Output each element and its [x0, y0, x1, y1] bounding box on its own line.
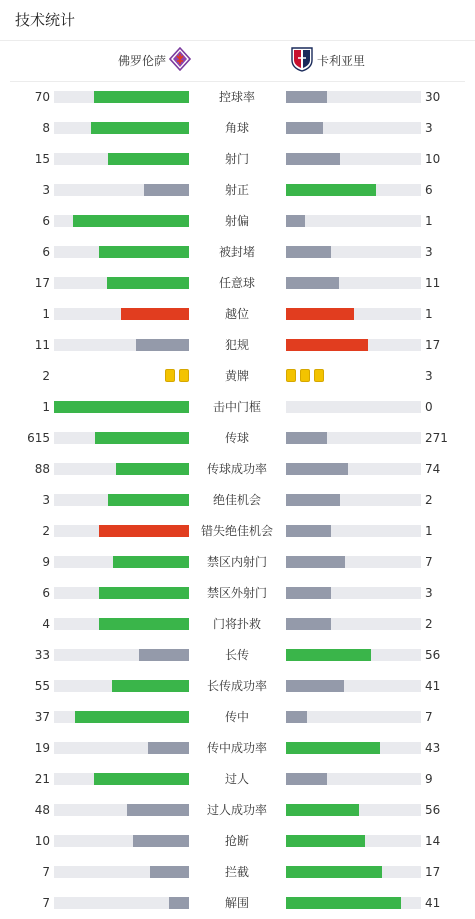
away-stat-bar-fill [286, 680, 344, 692]
away-stat-value: 6 [425, 183, 433, 197]
home-stat-bar [54, 308, 189, 320]
home-stat-value: 37 [34, 710, 50, 724]
away-stat-bar [286, 184, 421, 196]
stat-label: 黄牌 [224, 369, 249, 383]
away-stat-bar [286, 339, 421, 351]
home-stat-bar-fill [54, 401, 189, 413]
home-stat-bar [54, 618, 189, 630]
away-stat-value: 11 [425, 276, 441, 290]
stat-label: 射门 [224, 152, 249, 166]
away-stat-value: 271 [425, 431, 448, 445]
home-stat-bar [54, 122, 189, 134]
home-stat-bar [54, 835, 189, 847]
home-stat-bar [54, 246, 189, 258]
home-stat-bar-fill [139, 649, 189, 661]
yellow-card-icon [165, 369, 175, 382]
stat-label: 长传成功率 [206, 679, 267, 693]
stat-row [0, 738, 475, 758]
stat-label: 射正 [224, 183, 249, 197]
away-stat-value: 7 [425, 710, 433, 724]
stat-label: 禁区内射门 [206, 555, 267, 569]
away-stat-bar-fill [286, 308, 354, 320]
home-stat-bar-fill [75, 711, 189, 723]
away-stat-value: 1 [425, 524, 433, 538]
away-stat-bar [286, 742, 421, 754]
away-stat-bar [286, 773, 421, 785]
home-stat-bar [54, 649, 189, 661]
stat-row [0, 552, 475, 572]
home-team-name: 佛罗伦萨 [117, 54, 166, 68]
stat-row [0, 707, 475, 727]
home-stat-bar-fill [169, 897, 189, 909]
stat-label: 传球 [224, 431, 249, 445]
stat-label: 门将扑救 [212, 617, 261, 631]
home-stat-bar [54, 91, 189, 103]
home-stat-value: 6 [42, 214, 50, 228]
stat-row [0, 831, 475, 851]
home-stat-value: 21 [34, 772, 50, 786]
stat-label: 解围 [224, 896, 249, 910]
stat-row [0, 273, 475, 293]
away-stat-value: 14 [425, 834, 441, 848]
stat-row [0, 459, 475, 479]
away-stat-bar-fill [286, 91, 327, 103]
stat-label: 绝佳机会 [212, 493, 261, 507]
away-stat-bar-fill [286, 339, 368, 351]
away-stat-bar [286, 401, 421, 413]
home-stat-bar-fill [150, 866, 189, 878]
stat-label: 被封堵 [218, 245, 255, 259]
cagliari-logo [290, 46, 314, 76]
stat-label: 控球率 [218, 90, 255, 104]
away-stat-bar-fill [286, 866, 382, 878]
stat-row [0, 180, 475, 200]
home-stat-bar [54, 773, 189, 785]
away-stat-bar-fill [286, 897, 401, 909]
home-stat-bar-fill [94, 91, 189, 103]
away-yellow-cards [286, 369, 324, 383]
home-stat-bar-fill [108, 153, 189, 165]
stat-row [0, 304, 475, 324]
away-stat-value: 56 [425, 803, 441, 817]
away-stat-bar-fill [286, 711, 307, 723]
home-stat-value: 615 [27, 431, 50, 445]
away-stat-bar [286, 649, 421, 661]
stat-row [0, 645, 475, 665]
away-stat-value: 43 [425, 741, 441, 755]
stat-row [0, 893, 475, 913]
header-divider [10, 81, 465, 82]
home-stat-bar [54, 494, 189, 506]
away-stat-bar-fill [286, 432, 327, 444]
away-stat-value: 74 [425, 462, 441, 476]
home-stat-bar-fill [91, 122, 189, 134]
away-stat-value: 9 [425, 772, 433, 786]
away-stat-value: 1 [425, 214, 433, 228]
home-stat-bar [54, 680, 189, 692]
stat-row [0, 242, 475, 262]
stat-label: 抢断 [224, 834, 249, 848]
home-stat-bar [54, 866, 189, 878]
home-stat-bar-fill [112, 680, 189, 692]
home-stat-value: 2 [42, 369, 50, 383]
home-stat-bar-fill [99, 618, 189, 630]
stat-row [0, 118, 475, 138]
away-stat-value: 41 [425, 679, 441, 693]
home-stat-value: 3 [42, 493, 50, 507]
away-stat-bar [286, 587, 421, 599]
away-stat-bar [286, 835, 421, 847]
home-stat-bar [54, 215, 189, 227]
home-stat-value: 11 [34, 338, 50, 352]
title-divider [0, 40, 475, 41]
home-stat-value: 55 [34, 679, 50, 693]
home-stat-value: 9 [42, 555, 50, 569]
away-stat-bar-fill [286, 215, 305, 227]
stat-label: 角球 [224, 121, 249, 135]
home-stat-bar [54, 277, 189, 289]
away-stat-bar-fill [286, 742, 380, 754]
home-stat-bar-fill [94, 773, 189, 785]
stat-row [0, 490, 475, 510]
away-stat-bar [286, 277, 421, 289]
home-stat-bar-fill [133, 835, 189, 847]
home-stat-bar-fill [148, 742, 189, 754]
stat-row [0, 800, 475, 820]
stat-row [0, 676, 475, 696]
away-stat-value: 56 [425, 648, 441, 662]
away-stat-bar-fill [286, 277, 339, 289]
away-stat-bar [286, 556, 421, 568]
home-stat-bar [54, 804, 189, 816]
yellow-card-icon [314, 369, 324, 382]
stat-label: 任意球 [218, 276, 255, 290]
away-stat-bar-fill [286, 184, 376, 196]
away-stat-bar [286, 122, 421, 134]
home-stat-value: 19 [34, 741, 50, 755]
away-stat-bar [286, 711, 421, 723]
away-stat-bar-fill [286, 463, 348, 475]
home-stat-value: 2 [42, 524, 50, 538]
home-stat-bar-fill [116, 463, 189, 475]
home-stat-bar-fill [107, 277, 189, 289]
home-stat-bar [54, 556, 189, 568]
home-stat-value: 33 [34, 648, 50, 662]
home-stat-value: 8 [42, 121, 50, 135]
away-stat-bar [286, 153, 421, 165]
away-stat-bar-fill [286, 587, 331, 599]
home-stat-value: 1 [42, 307, 50, 321]
stat-label: 过人 [224, 772, 249, 786]
away-stat-value: 2 [425, 617, 433, 631]
away-stat-value: 0 [425, 400, 433, 414]
home-stat-bar-fill [136, 339, 189, 351]
away-stat-bar-fill [286, 494, 340, 506]
away-stat-value: 7 [425, 555, 433, 569]
stat-row [0, 149, 475, 169]
home-stat-bar [54, 897, 189, 909]
home-stat-bar-fill [108, 494, 189, 506]
home-stat-bar-fill [99, 525, 189, 537]
home-stat-bar-fill [144, 184, 189, 196]
fiorentina-logo [169, 47, 191, 75]
home-stat-value: 70 [34, 90, 50, 104]
home-stat-bar [54, 184, 189, 196]
away-stat-bar [286, 897, 421, 909]
away-stat-bar-fill [286, 835, 365, 847]
away-stat-bar-fill [286, 525, 331, 537]
stat-row [0, 397, 475, 417]
away-stat-value: 3 [425, 121, 433, 135]
away-stat-bar [286, 680, 421, 692]
stat-label: 拦截 [224, 865, 249, 879]
stat-label: 传中成功率 [206, 741, 267, 755]
stat-label: 越位 [224, 307, 249, 321]
away-stat-bar [286, 618, 421, 630]
home-stat-value: 1 [42, 400, 50, 414]
home-stat-value: 3 [42, 183, 50, 197]
home-stat-bar-fill [113, 556, 189, 568]
away-stat-bar [286, 866, 421, 878]
home-stat-value: 48 [34, 803, 50, 817]
away-stat-bar-fill [286, 122, 323, 134]
stat-row [0, 583, 475, 603]
home-stat-value: 6 [42, 245, 50, 259]
stat-row [0, 211, 475, 231]
stat-row [0, 335, 475, 355]
stat-label: 传球成功率 [206, 462, 267, 476]
home-stat-bar-fill [121, 308, 189, 320]
home-stat-value: 4 [42, 617, 50, 631]
away-stat-bar-fill [286, 618, 331, 630]
away-stat-value: 3 [425, 245, 433, 259]
home-stat-value: 6 [42, 586, 50, 600]
stat-label: 击中门框 [212, 400, 261, 414]
home-stat-bar [54, 339, 189, 351]
away-stat-bar-fill [286, 649, 371, 661]
away-stat-value: 30 [425, 90, 441, 104]
home-stat-value: 17 [34, 276, 50, 290]
away-stat-value: 3 [425, 586, 433, 600]
stat-row [0, 428, 475, 448]
home-stat-bar-fill [127, 804, 189, 816]
yellow-card-icon [286, 369, 296, 382]
home-stat-bar [54, 153, 189, 165]
home-stat-value: 7 [42, 896, 50, 910]
home-stat-bar-fill [95, 432, 189, 444]
stat-label: 传中 [224, 710, 249, 724]
away-stat-bar [286, 432, 421, 444]
home-stat-bar [54, 742, 189, 754]
home-stat-value: 10 [34, 834, 50, 848]
away-stat-bar-fill [286, 246, 331, 258]
away-stat-bar [286, 246, 421, 258]
home-stat-bar [54, 711, 189, 723]
yellow-card-icon [300, 369, 310, 382]
away-stat-bar [286, 215, 421, 227]
home-stat-bar [54, 463, 189, 475]
stat-label: 长传 [224, 648, 249, 662]
away-stat-value: 41 [425, 896, 441, 910]
away-stat-bar [286, 463, 421, 475]
away-stat-value: 3 [425, 369, 433, 383]
stat-label: 犯规 [224, 338, 249, 352]
stat-label: 错失绝佳机会 [200, 524, 273, 538]
home-stat-bar [54, 432, 189, 444]
away-stat-bar [286, 308, 421, 320]
away-team-header [290, 46, 475, 76]
home-yellow-cards [165, 369, 189, 383]
away-stat-value: 10 [425, 152, 441, 166]
home-stat-value: 7 [42, 865, 50, 879]
away-stat-bar [286, 494, 421, 506]
stat-label: 禁区外射门 [206, 586, 267, 600]
away-stat-bar-fill [286, 556, 345, 568]
stat-row [0, 87, 475, 107]
away-stat-bar-fill [286, 153, 340, 165]
stat-row [0, 769, 475, 789]
away-stat-bar [286, 91, 421, 103]
stat-label: 过人成功率 [206, 803, 267, 817]
stat-row [0, 614, 475, 634]
away-stat-value: 17 [425, 338, 441, 352]
home-stat-value: 15 [34, 152, 50, 166]
stat-row [0, 366, 475, 386]
stat-label: 射偏 [224, 214, 249, 228]
away-stat-bar [286, 525, 421, 537]
home-stat-bar [54, 587, 189, 599]
away-stat-bar-fill [286, 804, 359, 816]
page-title: 技术统计 [15, 11, 76, 29]
away-stat-value: 2 [425, 493, 433, 507]
home-stat-bar [54, 525, 189, 537]
away-stat-bar-fill [286, 773, 327, 785]
home-stat-value: 88 [34, 462, 50, 476]
stat-row [0, 521, 475, 541]
away-stat-value: 1 [425, 307, 433, 321]
stat-row [0, 862, 475, 882]
home-stat-bar [54, 401, 189, 413]
away-team-name: 卡利亚里 [317, 54, 366, 68]
away-stat-bar [286, 804, 421, 816]
home-team-header [0, 46, 195, 76]
home-stat-bar-fill [73, 215, 189, 227]
home-stat-bar-fill [99, 246, 189, 258]
home-stat-bar-fill [99, 587, 189, 599]
away-stat-value: 17 [425, 865, 441, 879]
